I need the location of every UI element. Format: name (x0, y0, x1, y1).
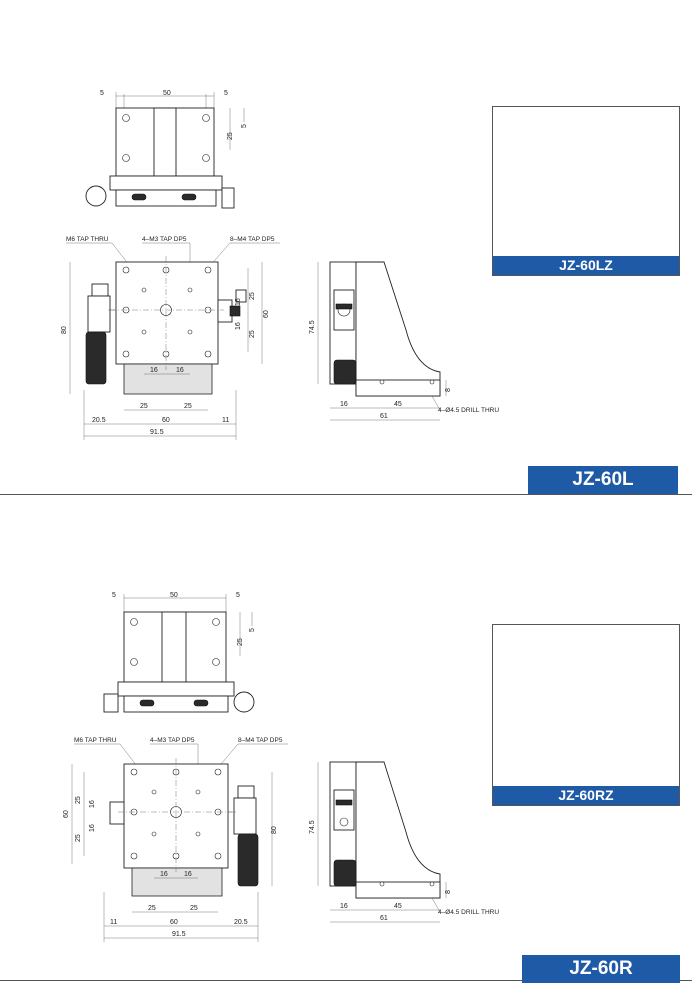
dim-plan-v16b-lower: 16 (89, 824, 96, 832)
dim-side-61-lower: 61 (380, 915, 388, 922)
label-drill-note-lower: 4–Ø4.5 DRILL THRU (438, 909, 500, 916)
dim-plan-span60-lower: 60 (170, 919, 178, 926)
dim-plan-v25b: 25 (249, 330, 256, 338)
plan-view-lower (63, 737, 288, 942)
dim-right-margin-lower: 5 (236, 592, 240, 599)
label-m3-tap: 4–M3 TAP DP5 (142, 236, 187, 243)
dim-plan-h25b: 25 (184, 403, 192, 410)
dim-side-74-5: 74.5 (309, 320, 316, 334)
dim-right-margin: 5 (224, 90, 228, 97)
dim-plan-v16a: 16 (235, 298, 242, 306)
dim-side-8-lower: 8 (445, 890, 452, 894)
dim-side-45-lower: 45 (394, 903, 402, 910)
dim-plan-80: 80 (61, 326, 68, 334)
dim-side-74-5-lower: 74.5 (309, 820, 316, 834)
dim-plan-60: 60 (263, 310, 270, 318)
photo-frame-lower (492, 624, 680, 806)
dim-side-16-lower: 16 (340, 903, 348, 910)
plan-view-upper (61, 236, 280, 440)
dim-plan-span60: 60 (162, 417, 170, 424)
dim-slot-offset: 5 (241, 124, 248, 128)
dim-slot-offset-lower: 5 (249, 628, 256, 632)
model-badge-lower: JZ-60R (522, 955, 680, 983)
dim-plan-h16a-lower: 16 (160, 871, 168, 878)
dim-plan-right: 11 (222, 417, 230, 424)
dim-side-61: 61 (380, 413, 388, 420)
label-m4-tap: 8–M4 TAP DP5 (230, 236, 275, 243)
dim-plan-h16b: 16 (176, 367, 184, 374)
dim-plan-h16b-lower: 16 (184, 871, 192, 878)
dim-plan-v25a: 25 (249, 292, 256, 300)
dim-side-8: 8 (445, 388, 452, 392)
dim-plan-left-lower: 11 (110, 919, 118, 926)
dim-plan-h25a: 25 (140, 403, 148, 410)
dim-plan-60-lower: 60 (63, 810, 70, 818)
dim-plan-total-lower: 91.5 (172, 931, 186, 938)
label-drill-note: 4–Ø4.5 DRILL THRU (438, 407, 500, 414)
dim-width-lower: 50 (170, 592, 178, 599)
caption-badge-lower: JZ-60RZ (493, 786, 679, 805)
dim-left-margin: 5 (100, 90, 104, 97)
caption-badge-upper: JZ-60LZ (493, 256, 679, 275)
dim-side-16: 16 (340, 401, 348, 408)
top-view-lower (104, 592, 256, 712)
label-m3-tap-lower: 4–M3 TAP DP5 (150, 737, 195, 744)
dim-plan-left: 20.5 (92, 417, 106, 424)
dim-plan-v16b: 16 (235, 322, 242, 330)
dim-left-margin-lower: 5 (112, 592, 116, 599)
dim-plan-h16a: 16 (150, 367, 158, 374)
label-m4-tap-lower: 8–M4 TAP DP5 (238, 737, 283, 744)
top-view-upper (86, 90, 248, 208)
side-view-lower (309, 762, 499, 922)
dim-plan-h25a-lower: 25 (148, 905, 156, 912)
dim-width: 50 (163, 90, 171, 97)
dim-plan-total: 91.5 (150, 429, 164, 436)
side-view-upper (309, 262, 499, 420)
label-m6-tap-lower: M6 TAP THRU (74, 737, 117, 744)
dim-plan-80-lower: 80 (271, 826, 278, 834)
dim-slot-depth-lower: 25 (237, 638, 244, 646)
label-m6-tap: M6 TAP THRU (66, 236, 109, 243)
dim-side-45: 45 (394, 401, 402, 408)
dim-plan-v25b-lower: 25 (75, 834, 82, 842)
photo-frame-upper (492, 106, 680, 276)
dim-plan-v25a-lower: 25 (75, 796, 82, 804)
dim-slot-depth: 25 (227, 132, 234, 140)
dim-plan-v16a-lower: 16 (89, 800, 96, 808)
dim-plan-right-lower: 20.5 (234, 919, 248, 926)
model-badge-upper: JZ-60L (528, 466, 678, 494)
section-divider-upper (0, 494, 692, 495)
dim-plan-h25b-lower: 25 (190, 905, 198, 912)
